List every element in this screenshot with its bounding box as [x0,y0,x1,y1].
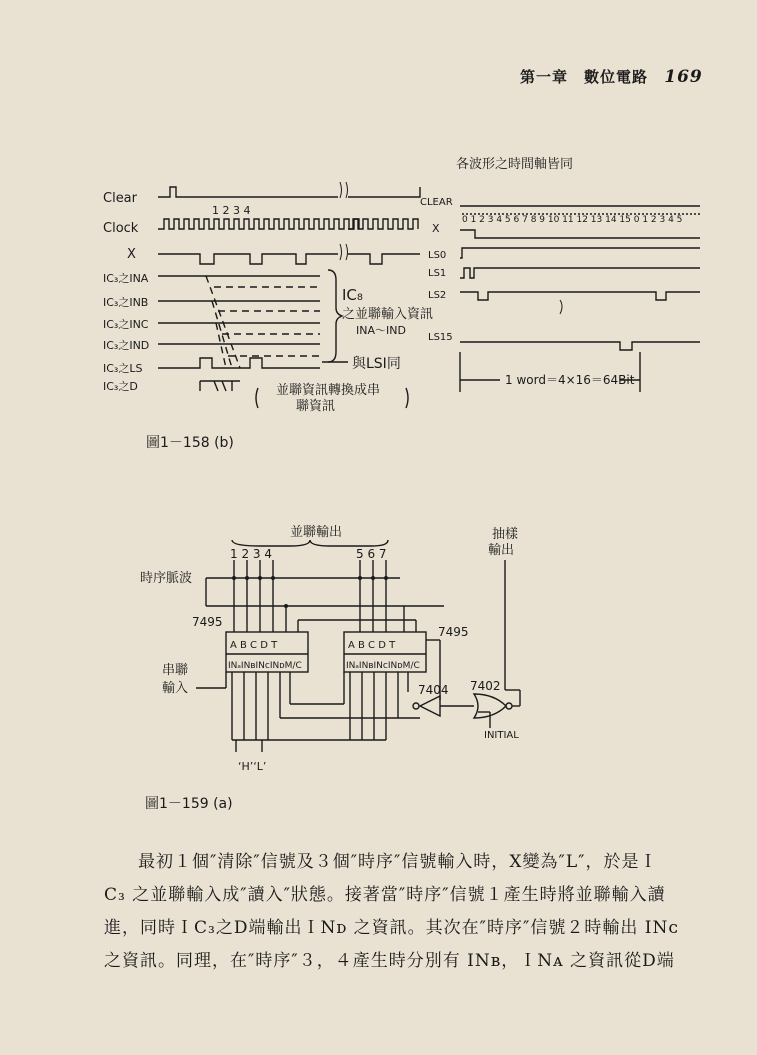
body-line-2: C₃ 之並聯輸入成″讀入″狀態。接著當″時序″信號１產生時將並聯輸入讀 [104,885,666,905]
bottom-note-2: 聯資訊 [296,399,336,414]
clear-wave [158,187,338,197]
figure-caption-159a: 圖1－159 (a) [145,796,233,812]
sample-output-1: 抽樣 [492,527,519,542]
chip2-pins-bottom: INₐINʙINᴄINᴅM/C [346,661,420,671]
initial-label: INITIAL [484,730,519,741]
pins-left: 1 2 3 4 [230,547,272,561]
body-line-3: 進，同時ＩC₃之D端輸出ＩNᴅ 之資訊。其次在″時序″信號２時輸出 INᴄ [104,918,679,938]
d-wave [200,381,240,391]
chip1-pins-top: A B C D T [230,640,278,651]
label-ina: IC₃之INA [103,272,149,285]
timing-diagram-right [460,206,700,392]
right-label-x: X [432,222,440,235]
right-ls15-wave [460,342,700,350]
right-ls1-wave [460,268,700,278]
chip1-label: 7495 [192,615,223,629]
timing-diagram-left [158,182,420,408]
right-x-wave [460,230,700,238]
sample-output-2: 輸出 [488,543,515,558]
chip2-pins-top: A B C D T [348,640,396,651]
clock-wave [158,219,359,229]
right-label-clear: CLEAR [420,197,453,208]
gate-7402-label: 7402 [470,679,501,693]
pins-right: 5 6 7 [356,547,387,561]
label-ls: IC₃之LS [103,362,143,375]
right-count: 0 1 2 3 4 5 6 7 8 9 10 11 12 13 14 15 0 1 2 3 4 5 [462,215,683,225]
page-number: 169 [664,67,703,87]
bottom-note-1: 並聯資訊轉換成串 [276,383,381,398]
brace-title: IC₈ [342,286,363,304]
brace-line2: INA～IND [356,324,406,337]
hl-label: ‘H’‘L’ [238,760,267,773]
figure-caption-158b: 圖1－158 (b) [146,435,234,451]
serial-input-1: 串聯 [162,663,189,678]
inverter-7404 [420,696,440,716]
right-ls0-wave [460,248,700,258]
serial-input-2: 輸入 [162,681,189,696]
right-label-ls1: LS1 [428,268,447,279]
chapter-title: 第一章 數位電路 [520,68,649,86]
right-label-ls0: LS0 [428,250,447,261]
label-clear: Clear [103,191,137,206]
label-inc: IC₃之INC [103,318,149,331]
label-clock: Clock [103,221,139,236]
body-paragraph [104,846,704,978]
body-line-4: 之資訊。同理，在″時序″３，４產生時分別有 INʙ，ＩNᴀ 之資訊從D端 [104,951,675,971]
label-ind: IC₃之IND [103,339,150,352]
word-label: 1 word＝4×16＝64Bit [505,373,635,387]
label-d: IC₃之D [103,380,138,393]
right-label-ls15: LS15 [428,332,453,343]
chip1-pins-bottom: INₐINʙINᴄINᴅM/C [228,661,302,671]
brace-line1: 之並聯輸入資訊 [342,307,434,322]
gate-7404-label: 7404 [418,683,449,697]
x-wave [158,254,338,264]
label-x: X [127,247,136,262]
right-label-ls2: LS2 [428,290,447,301]
ls-note: 與LSI同 [352,356,401,372]
body-line-1: 最初１個″清除″信號及３個″時序″信號輸入時，X變為″L″，於是Ｉ [138,852,658,872]
parallel-output: 並聯輸出 [290,525,343,540]
label-inb: IC₃之INB [103,296,149,309]
right-title: 各波形之時間軸皆同 [456,157,574,172]
timing-pulse: 時序脈波 [140,571,193,586]
junction-dots [232,576,388,608]
right-ls2-wave [460,292,700,300]
clock-count: 1 2 3 4 [212,204,251,217]
chip2-label: 7495 [438,625,469,639]
